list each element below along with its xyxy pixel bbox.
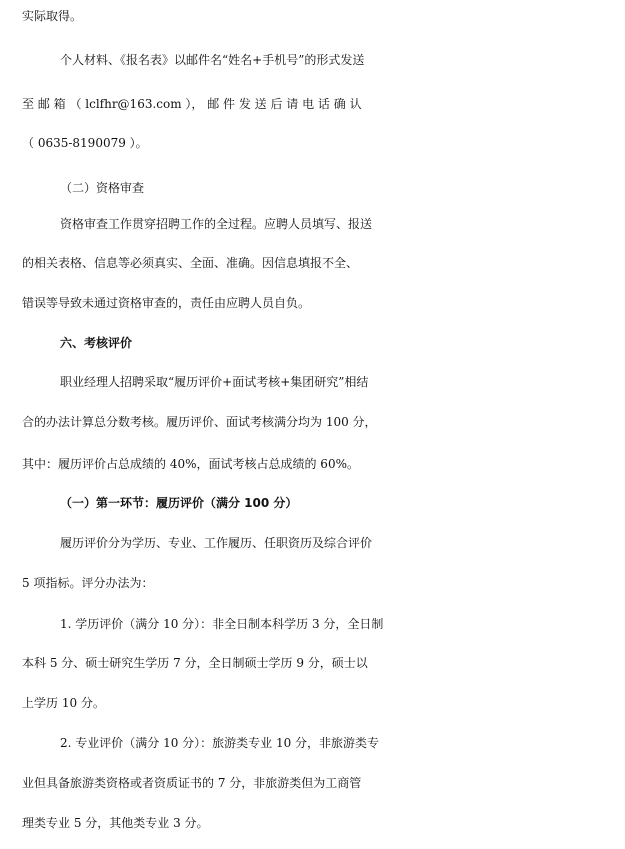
text-line: 理类专业 5 分，其他类专业 3 分。 (22, 816, 209, 830)
text-line: 至 邮 箱 （ lclfhr@163.com ）， 邮 件 发 送 后 请 电 话 确 认 (22, 97, 362, 111)
subsection-heading: （一）第一环节：履历评价（满分 100 分） (60, 496, 298, 510)
text-line: 上学历 10 分。 (22, 696, 105, 710)
section-heading: 六、考核评价 (60, 336, 133, 350)
text-line: 2. 专业评价（满分 10 分）：旅游类专业 10 分，非旅游类专 (60, 736, 380, 750)
text-line: 业但具备旅游类资格或者资质证书的 7 分，非旅游类但为工商管 (22, 776, 362, 790)
text-line: 本科 5 分、硕士研究生学历 7 分，全日制硕士学历 9 分，硕士以 (22, 656, 368, 670)
text-line: 1. 学历评价（满分 10 分）：非全日制本科学历 3 分，全日制 (60, 617, 384, 631)
section-heading: （二）资格审查 (60, 181, 145, 195)
text-line: （ 0635-8190079 ）。 (22, 136, 148, 150)
text-line: 合的办法计算总分数考核。履历评价、面试考核满分均为 100 分， (22, 415, 377, 429)
text-line: 5 项指标。评分办法为： (22, 576, 154, 590)
text-line: 履历评价分为学历、专业、工作履历、任职资历及综合评价 (60, 536, 373, 550)
text-line: 错误等导致未通过资格审查的，责任由应聘人员自负。 (22, 296, 311, 310)
text-line: 的相关表格、信息等必须真实、全面、准确。因信息填报不全、 (22, 256, 359, 270)
text-line: 职业经理人招聘采取“履历评价+面试考核+集团研究”相结 (60, 375, 369, 389)
text-line: 资格审查工作贯穿招聘工作的全过程。应聘人员填写、报送 (60, 217, 373, 231)
text-line: 其中：履历评价占总成绩的 40%，面试考核占总成绩的 60%。 (22, 457, 359, 471)
text-line: 个人材料、《报名表》以邮件名“姓名+手机号”的形式发送 (60, 53, 365, 67)
text-line: 实际取得。 (22, 9, 83, 23)
